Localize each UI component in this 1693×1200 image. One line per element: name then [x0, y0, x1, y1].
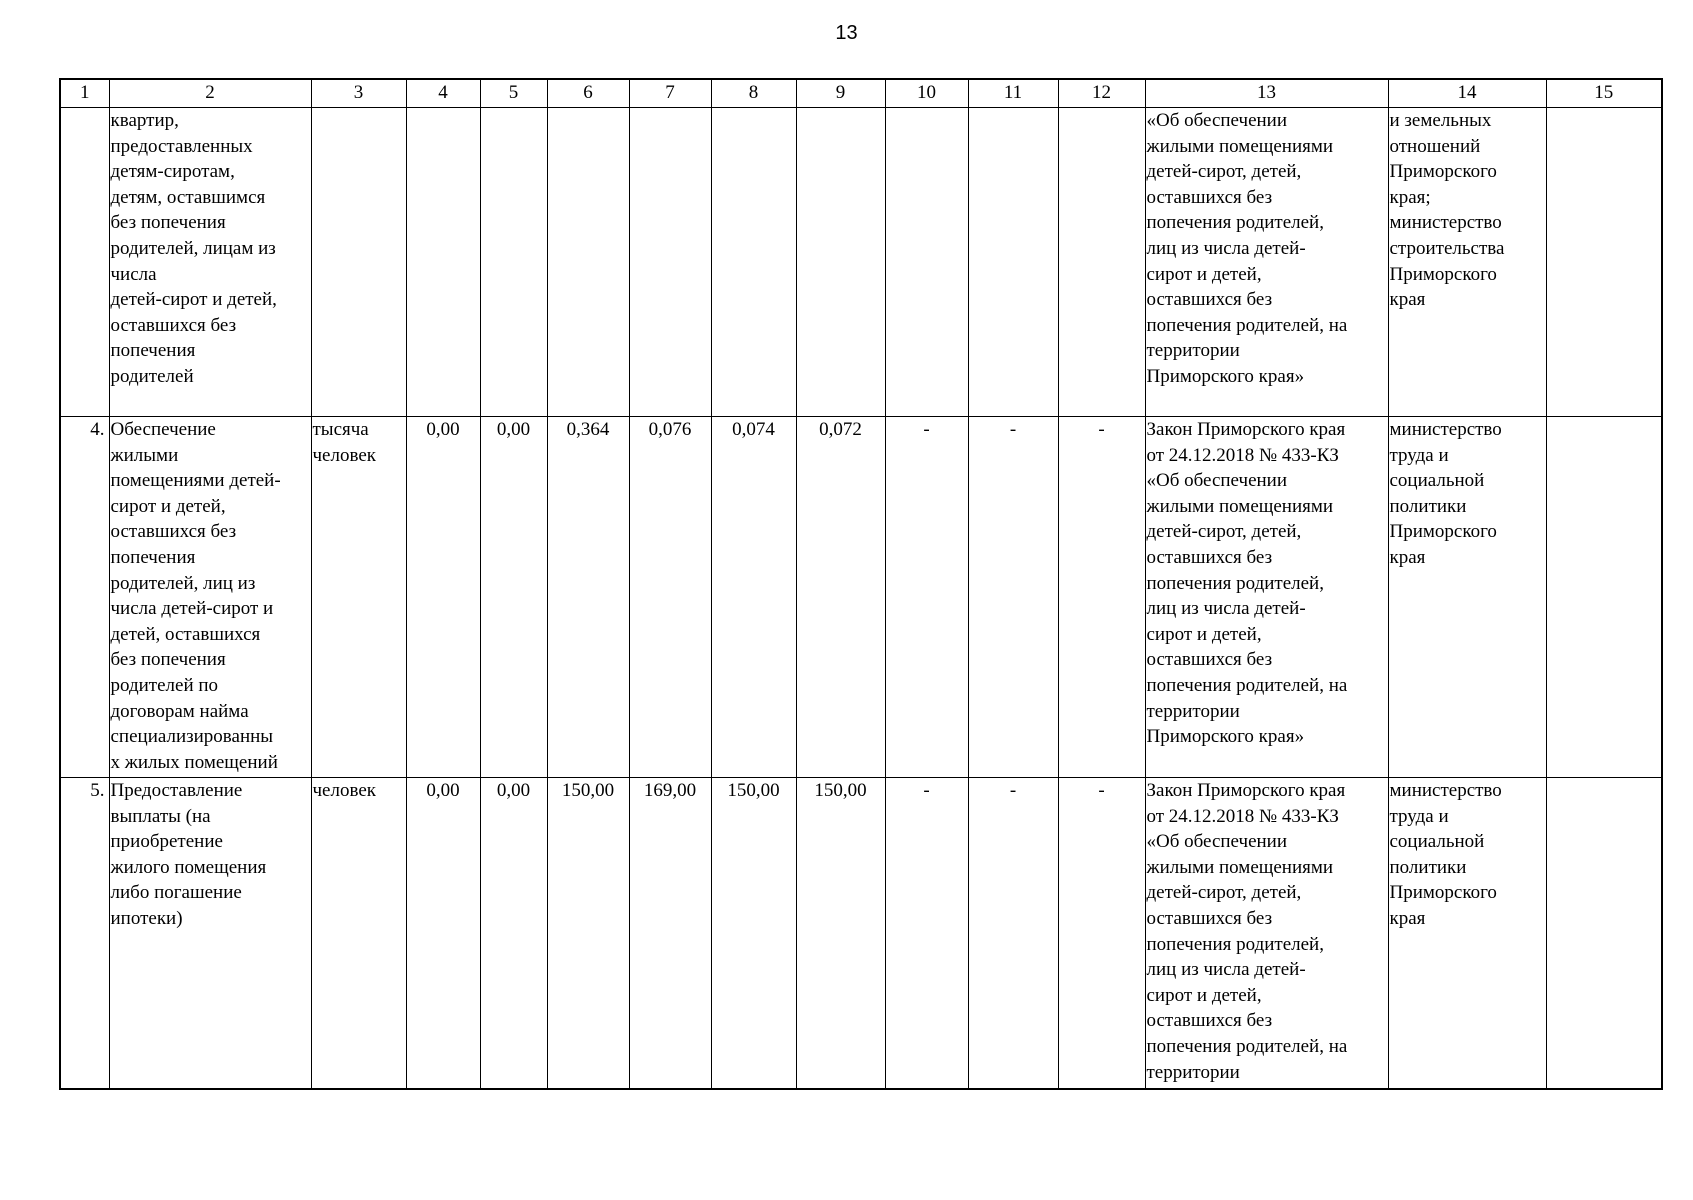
column-header: 1 [60, 79, 109, 108]
column-header: 7 [629, 79, 711, 108]
row-number: 5. [60, 778, 109, 1090]
value-cell: 150,00 [711, 778, 796, 1090]
column-header: 11 [968, 79, 1058, 108]
value-cell [968, 108, 1058, 417]
value-cell: 0,00 [480, 417, 547, 778]
row-number [60, 108, 109, 417]
value-cell [629, 108, 711, 417]
table-row [60, 778, 1662, 1090]
value-cell: - [968, 778, 1058, 1090]
column-header: 4 [406, 79, 480, 108]
column-header: 12 [1058, 79, 1145, 108]
responsible-body: министерство труда и социальной политики Приморского края [1388, 778, 1546, 1090]
row-number: 4. [60, 417, 109, 778]
responsible-body: и земельных отношений Приморского края; министерство строительства Приморского края [1388, 108, 1546, 417]
column-header: 6 [547, 79, 629, 108]
value-cell: 0,076 [629, 417, 711, 778]
empty-cell [1546, 108, 1662, 417]
value-cell: 0,00 [406, 778, 480, 1090]
value-cell: - [885, 417, 968, 778]
value-cell: 0,074 [711, 417, 796, 778]
table-header-row [60, 79, 1662, 108]
column-header: 13 [1145, 79, 1388, 108]
responsible-body: министерство труда и социальной политики Приморского края [1388, 417, 1546, 778]
value-cell: 150,00 [796, 778, 885, 1090]
column-header: 8 [711, 79, 796, 108]
column-header: 14 [1388, 79, 1546, 108]
column-header: 10 [885, 79, 968, 108]
value-cell: 0,00 [480, 778, 547, 1090]
value-cell [480, 108, 547, 417]
value-cell [711, 108, 796, 417]
value-cell [406, 108, 480, 417]
column-header: 3 [311, 79, 406, 108]
law-reference: Закон Приморского края от 24.12.2018 № 433-КЗ «Об обеспечении жилыми помещениями детей-сирот, детей, оставшихся без попечения родителей, лиц из числа детей- сирот и детей, оставшихся без попечения родителей, на территории [1145, 778, 1388, 1090]
value-cell: - [1058, 778, 1145, 1090]
column-header: 15 [1546, 79, 1662, 108]
unit-of-measure: тысяча человек [311, 417, 406, 778]
value-cell [1058, 108, 1145, 417]
value-cell: 169,00 [629, 778, 711, 1090]
indicator-name: Обеспечение жилыми помещениями детей- сирот и детей, оставшихся без попечения родителей, лиц из числа детей-сирот и детей, оставшихся без попечения родителей по договорам найма специализированны х жилых помещений [109, 417, 311, 778]
empty-cell [1546, 417, 1662, 778]
unit-of-measure [311, 108, 406, 417]
data-table [59, 78, 1663, 1090]
value-cell: - [968, 417, 1058, 778]
column-header: 2 [109, 79, 311, 108]
indicator-name: Предоставление выплаты (на приобретение жилого помещения либо погашение ипотеки) [109, 778, 311, 1090]
value-cell: 0,364 [547, 417, 629, 778]
value-cell [796, 108, 885, 417]
value-cell: - [1058, 417, 1145, 778]
indicator-name: квартир, предоставленных детям-сиротам, детям, оставшимся без попечения родителей, лицам из числа детей-сирот и детей, оставшихся без попечения родителей [109, 108, 311, 417]
table-row [60, 108, 1662, 417]
unit-of-measure: человек [311, 778, 406, 1090]
page-number: 13 [835, 22, 858, 44]
value-cell: - [885, 778, 968, 1090]
value-cell [885, 108, 968, 417]
value-cell: 0,072 [796, 417, 885, 778]
value-cell: 150,00 [547, 778, 629, 1090]
law-reference: «Об обеспечении жилыми помещениями детей-сирот, детей, оставшихся без попечения родителей, лиц из числа детей- сирот и детей, оставшихся без попечения родителей, на территории Приморского края» [1145, 108, 1388, 417]
column-header: 9 [796, 79, 885, 108]
table-row [60, 417, 1662, 778]
law-reference: Закон Приморского края от 24.12.2018 № 433-КЗ «Об обеспечении жилыми помещениями детей-сирот, детей, оставшихся без попечения родителей, лиц из числа детей- сирот и детей, оставшихся без попечения родителей, на территории Приморского края» [1145, 417, 1388, 778]
column-header: 5 [480, 79, 547, 108]
value-cell [547, 108, 629, 417]
empty-cell [1546, 778, 1662, 1090]
value-cell: 0,00 [406, 417, 480, 778]
